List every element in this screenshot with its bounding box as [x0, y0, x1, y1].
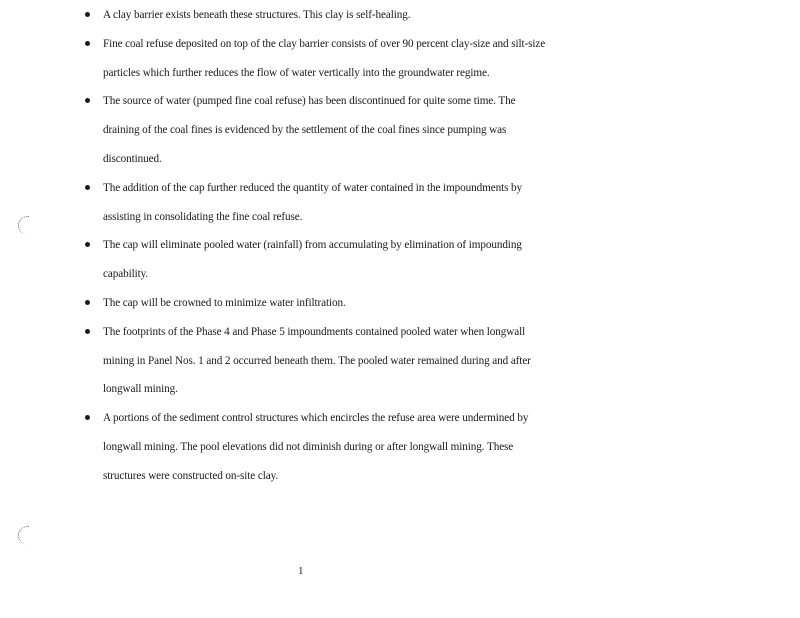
- bullet-dot-icon: [85, 185, 90, 190]
- bullet-text: The source of water (pumped fine coal refuse) has been discontinued for quite some time. The draining of the coal fines is evidenced by the settlement of the coal fines since pumping was discontinued.: [103, 95, 516, 165]
- bullet-text: The footprints of the Phase 4 and Phase 5 impoundments contained pooled water when longwall mining in Panel Nos. 1 and 2 occurred beneath them. The pooled water remained during and after longwall mining.: [103, 325, 531, 396]
- list-item: [82, 1, 552, 30]
- list-item: [82, 87, 552, 173]
- bullet-dot-icon: [85, 98, 90, 103]
- bullet-text: The addition of the cap further reduced the quantity of water contained in the impoundments by assisting in consolidating the fine coal refuse.: [103, 181, 523, 223]
- scan-artifact-mark: [18, 216, 29, 235]
- bullet-text: The cap will eliminate pooled water (rainfall) from accumulating by elimination of impounding capability.: [103, 239, 522, 281]
- bullet-text: A portions of the sediment control structures which encircles the refuse area were undermined by longwall mining. The pool elevations did not diminish during or after longwall mining. These structures were constructed on-site clay.: [103, 412, 529, 482]
- bullet-dot-icon: [85, 41, 90, 46]
- bullet-dot-icon: [85, 300, 90, 305]
- scan-artifact-mark: [18, 526, 29, 545]
- list-item: [82, 231, 552, 289]
- bullet-text: The cap will be crowned to minimize water infiltration.: [103, 296, 346, 309]
- list-item: [82, 30, 552, 88]
- page-number: 1: [298, 565, 304, 577]
- bullet-text: Fine coal refuse deposited on top of the clay barrier consists of over 90 percent clay-size and silt-size particles which further reduces the flow of water vertically into the groundwater regime.: [103, 37, 546, 79]
- bullet-text: A clay barrier exists beneath these structures. This clay is self-healing.: [103, 9, 411, 21]
- bullet-dot-icon: [85, 242, 90, 247]
- list-item: [82, 289, 552, 318]
- bullet-dot-icon: [85, 415, 90, 420]
- list-item: [82, 174, 552, 232]
- bullet-list: [82, 1, 552, 491]
- list-item: [82, 404, 552, 490]
- bullet-dot-icon: [85, 12, 90, 17]
- list-item: [82, 318, 552, 404]
- bullet-dot-icon: [85, 329, 90, 334]
